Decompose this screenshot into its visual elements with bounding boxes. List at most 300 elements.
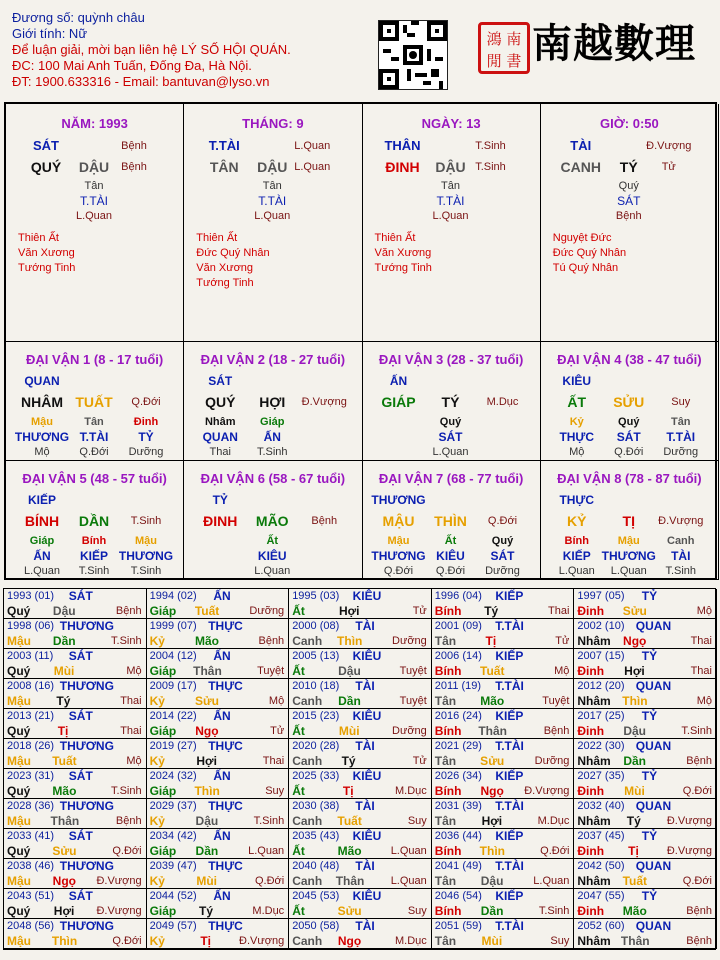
- year-branch: Tý: [341, 754, 356, 768]
- year-branch: Dần: [623, 754, 646, 768]
- pillar-cell: [6, 104, 184, 342]
- year-label: 1997 (05): [577, 590, 625, 602]
- year-branch: Thân: [50, 814, 80, 828]
- year-stem: Giáp: [149, 664, 177, 678]
- year-god: T.TÀI: [495, 799, 524, 813]
- year-branch: Sửu: [194, 694, 220, 708]
- year-label: 2042 (50): [577, 860, 625, 872]
- year-stage: Suy: [407, 815, 427, 827]
- year-cell: [289, 919, 432, 949]
- pillar-star: Đức Quý Nhân: [552, 247, 627, 259]
- pillar-stem: CANH: [560, 159, 601, 175]
- year-branch: Tị: [628, 844, 639, 858]
- year-branch: Dậu: [480, 874, 504, 888]
- year-stage: Suy: [265, 785, 285, 797]
- year-god: TÀI: [355, 919, 375, 933]
- year-cell: [147, 679, 290, 709]
- year-stage: Bệnh: [686, 905, 712, 917]
- pillar-star: Thiên Ất: [196, 232, 238, 244]
- year-stage: Đ.Vượng: [96, 905, 142, 917]
- year-label: 2044 (52): [149, 890, 197, 902]
- year-label: 2007 (15): [577, 650, 625, 662]
- pillar-stem: ĐINH: [385, 159, 420, 175]
- contact-line-3[interactable]: ĐT: 1900.633316 - Email: bantuvan@lyso.vn: [12, 74, 270, 89]
- year-stem: Tân: [434, 694, 457, 708]
- year-god: ẤN: [213, 829, 231, 843]
- year-stage: Thai: [120, 695, 142, 707]
- year-stage: M.Dục: [395, 935, 427, 947]
- year-branch: Ngọ: [480, 784, 504, 798]
- dai-van-god: SÁT: [208, 374, 233, 388]
- year-god: SÁT: [68, 889, 93, 903]
- pillar-hidden: Tân: [262, 180, 282, 192]
- year-branch: Hợi: [196, 754, 217, 768]
- year-cell: [4, 919, 147, 949]
- dai-van-stage: M.Dục: [486, 396, 519, 408]
- year-label: 2031 (39): [434, 800, 482, 812]
- year-label: 2003 (11): [7, 650, 54, 662]
- year-god: ẤN: [213, 589, 231, 603]
- pillar-star: Tướng Tinh: [374, 262, 432, 274]
- year-cell: [574, 799, 717, 829]
- year-stem: Quý: [7, 724, 31, 738]
- pillar-star: Đức Quý Nhân: [196, 247, 270, 259]
- year-branch: Tị: [485, 634, 497, 648]
- year-label: 2008 (16): [7, 680, 55, 692]
- year-stem: Giáp: [149, 844, 177, 858]
- year-label: 1994 (02): [149, 590, 197, 602]
- year-cell: [432, 709, 575, 739]
- year-god: ẤN: [213, 889, 231, 903]
- year-stage: Q.Đới: [112, 935, 142, 947]
- pillar-hidden-sub: Bệnh: [615, 210, 642, 222]
- year-stem: Kỷ: [149, 754, 165, 768]
- year-cell: [432, 739, 575, 769]
- dai-van-stage: Đ.Vượng: [301, 396, 347, 408]
- pillar-cell: [363, 104, 541, 342]
- year-stage: Q.Đới: [112, 845, 142, 857]
- year-label: 2011 (19): [434, 680, 482, 692]
- dai-van-hidden-god: THƯƠNG: [14, 430, 70, 444]
- year-stage: Tuyệt: [542, 695, 570, 707]
- year-stage: Q.Đới: [254, 875, 285, 887]
- year-stem: Nhâm: [577, 934, 611, 948]
- year-cell: [574, 679, 717, 709]
- year-stem: Kỷ: [149, 694, 165, 708]
- year-label: 2000 (08): [292, 620, 340, 632]
- year-branch: Ngọ: [337, 934, 362, 948]
- year-stem: Ất: [292, 604, 305, 618]
- dai-van-god: TỶ: [212, 493, 228, 507]
- year-branch: Thìn: [622, 694, 648, 708]
- year-label: 1998 (06): [7, 620, 55, 632]
- year-cell: [147, 769, 290, 799]
- year-stem: Tân: [434, 874, 457, 888]
- dai-van-branch: TUẤT: [75, 394, 113, 410]
- dai-van-hidden-god: T.TÀI: [666, 430, 696, 444]
- year-god: SÁT: [68, 769, 93, 783]
- year-god: QUAN: [635, 619, 672, 633]
- year-cell: [432, 649, 575, 679]
- pillar-god: TÀI: [570, 138, 592, 153]
- year-label: 2034 (42): [149, 830, 197, 842]
- dai-van-stage: Q.Đới: [487, 515, 518, 527]
- year-branch: Sửu: [480, 754, 505, 768]
- year-label: 2021 (29): [434, 740, 482, 752]
- year-god: KIẾP: [495, 589, 524, 603]
- dai-van-hidden-god: THƯƠNG: [118, 549, 174, 563]
- year-cell: [4, 589, 147, 619]
- dai-van-hidden-stage: Dưỡng: [663, 446, 699, 458]
- year-stage: Đ.Vượng: [524, 785, 570, 797]
- contact-line-1: Để luận giải, mời bạn liên hệ LÝ SỐ HỘI QUÁN.: [12, 42, 291, 57]
- dai-van-stage: T.Sinh: [130, 515, 162, 527]
- year-label: 2038 (46): [7, 860, 55, 872]
- pillar-god: SÁT: [33, 138, 59, 153]
- year-stem: Kỷ: [149, 634, 165, 648]
- year-stem: Bính: [434, 784, 462, 798]
- year-branch: Dậu: [338, 664, 361, 678]
- pillar-god: T.TÀI: [208, 138, 240, 153]
- year-god: TỶ: [641, 709, 658, 723]
- year-branch: Mùi: [624, 784, 645, 798]
- dai-van-branch: DẦN: [78, 513, 110, 529]
- year-cell: [4, 829, 147, 859]
- dai-van-hidden-stage: T.Sinh: [130, 565, 162, 577]
- year-god: SÁT: [68, 589, 93, 603]
- year-stem: Mậu: [7, 934, 31, 948]
- year-branch: Mão: [52, 784, 77, 798]
- year-god: THỰC: [208, 799, 243, 813]
- dai-van-hidden-stage: Thai: [209, 446, 231, 458]
- year-cell: [289, 709, 432, 739]
- year-stem: Ất: [292, 904, 305, 918]
- dai-van-hidden: Mậu: [135, 535, 157, 547]
- year-label: 2012 (20): [577, 680, 625, 692]
- dai-van-hidden-stage: Q.Đới: [383, 565, 414, 577]
- year-stem: Nhâm: [577, 754, 611, 768]
- year-stage: Thai: [262, 755, 285, 767]
- dai-van-hidden-god: SÁT: [490, 549, 515, 563]
- year-label: 2027 (35): [577, 770, 625, 782]
- year-stage: Đ.Vượng: [666, 815, 712, 827]
- year-stage: Thai: [547, 605, 570, 617]
- year-branch: Hợi: [53, 904, 75, 918]
- year-cell: [4, 799, 147, 829]
- year-stage: Tử: [270, 725, 285, 737]
- year-cell: [432, 679, 575, 709]
- year-label: 2024 (32): [149, 770, 197, 782]
- year-branch: Dậu: [52, 604, 76, 618]
- year-stage: Q.Đới: [682, 785, 712, 797]
- pillar-branch: DẬU: [257, 159, 288, 175]
- dai-van-hidden-stage: L.Quan: [432, 446, 469, 458]
- pillar-branch: DẬU: [78, 159, 110, 175]
- dai-van-hidden-god: THỰC: [559, 430, 595, 444]
- pillar-hidden-god: T.TÀI: [436, 194, 465, 208]
- year-label: 2028 (36): [7, 800, 55, 812]
- year-branch: Mùi: [338, 724, 360, 738]
- year-stage: Bệnh: [686, 755, 712, 767]
- pillar-star: Văn Xương: [18, 247, 75, 259]
- year-branch: Sửu: [337, 904, 362, 918]
- year-label: 2023 (31): [7, 770, 55, 782]
- year-god: KIẾP: [495, 769, 524, 783]
- year-god: KIÊU: [352, 829, 382, 843]
- year-branch: Tị: [200, 934, 211, 948]
- dai-van-stem: KỶ: [567, 513, 587, 529]
- year-cell: [289, 679, 432, 709]
- year-stem: Bính: [434, 724, 462, 738]
- year-stem: Tân: [434, 634, 457, 648]
- dai-van-hidden: Mậu: [387, 535, 410, 547]
- dai-van-hidden: Bính: [564, 535, 589, 547]
- year-branch: Dần: [52, 634, 76, 648]
- year-stage: T.Sinh: [111, 635, 142, 647]
- pillar-cell: [184, 104, 362, 342]
- pillar-head: THÁNG: 9: [242, 116, 304, 131]
- year-cell: [432, 889, 575, 919]
- year-god: QUAN: [635, 799, 672, 813]
- pillar-hidden-sub: L.Quan: [432, 210, 469, 222]
- year-stage: M.Dục: [395, 785, 427, 797]
- year-god: TÀI: [355, 799, 375, 813]
- year-god: TÀI: [355, 739, 375, 753]
- year-branch: Mão: [480, 694, 505, 708]
- contact-line-2: ĐC: 100 Mai Anh Tuấn, Đống Đa, Hà Nội.: [12, 58, 252, 73]
- year-branch: Tý: [198, 904, 214, 918]
- year-god: KIÊU: [352, 769, 382, 783]
- pillar-god-stage: T.Sinh: [475, 140, 506, 152]
- year-stage: L.Quan: [533, 875, 570, 887]
- dai-van-cell: [363, 461, 541, 580]
- year-label: 2009 (17): [149, 680, 197, 692]
- year-cell: [432, 589, 575, 619]
- year-god: ẤN: [213, 709, 231, 723]
- dai-van-hidden-stage: Mộ: [569, 446, 585, 458]
- year-label: 2032 (40): [577, 800, 625, 812]
- year-cell: [147, 619, 290, 649]
- year-branch: Dậu: [623, 724, 646, 738]
- dai-van-hidden: Canh: [667, 535, 695, 547]
- year-stage: Dưỡng: [534, 755, 570, 767]
- year-cell: [289, 649, 432, 679]
- year-cell: [289, 889, 432, 919]
- name-line: Đương số: quỳnh châu: [12, 10, 145, 25]
- year-label: 2013 (21): [7, 710, 55, 722]
- dai-van-hidden-stage: T.Sinh: [665, 565, 697, 577]
- dai-van-branch: SỬU: [613, 394, 645, 410]
- dai-van-hidden: Đinh: [133, 416, 159, 428]
- dai-van-head: ĐẠI VẬN 4 (38 - 47 tuổi): [557, 352, 702, 367]
- dai-van-stem: QUÝ: [205, 394, 236, 410]
- year-stage: Thai: [690, 665, 712, 677]
- year-cell: [574, 859, 717, 889]
- year-god: QUAN: [635, 859, 672, 873]
- pillar-hidden: Tân: [441, 180, 460, 192]
- pillar-head: NGÀY: 13: [421, 116, 481, 131]
- year-god: THƯƠNG: [59, 919, 114, 933]
- year-stem: Tân: [434, 754, 457, 768]
- year-god: TÀI: [355, 859, 375, 873]
- year-stage: Đ.Vượng: [239, 935, 285, 947]
- year-label: 2016 (24): [434, 710, 482, 722]
- year-stem: Đinh: [577, 604, 605, 618]
- year-god: KIẾP: [495, 649, 524, 663]
- year-label: 2050 (58): [292, 920, 340, 932]
- dai-van-cell: [6, 461, 184, 580]
- year-branch: Mùi: [196, 874, 217, 888]
- pillar-head: GIỜ: 0:50: [599, 116, 659, 131]
- year-branch: Tý: [484, 604, 499, 618]
- dai-van-hidden-god: SÁT: [438, 430, 463, 444]
- year-stem: Đinh: [577, 724, 605, 738]
- year-cell: [574, 889, 717, 919]
- pillar-star: Thiên Ất: [18, 232, 59, 244]
- year-label: 1993 (01): [7, 590, 55, 602]
- year-stem: Giáp: [149, 724, 177, 738]
- year-label: 2046 (54): [434, 890, 482, 902]
- year-cell: [4, 679, 147, 709]
- year-stage: Q.Đới: [682, 875, 712, 887]
- year-branch: Tuất: [480, 664, 505, 678]
- year-god: TỶ: [641, 769, 658, 783]
- dai-van-head: ĐẠI VẬN 8 (78 - 87 tuổi): [557, 471, 702, 486]
- dai-van-hidden-stage: Dưỡng: [128, 446, 164, 458]
- year-label: 2033 (41): [7, 830, 55, 842]
- year-label: 2037 (45): [577, 830, 625, 842]
- year-stage: T.Sinh: [111, 785, 142, 797]
- dai-van-hidden-god: KIẾP: [562, 549, 591, 563]
- year-stem: Nhâm: [577, 694, 611, 708]
- dai-van-hidden: Giáp: [260, 416, 285, 428]
- pillar-hidden-sub: L.Quan: [254, 210, 291, 222]
- year-stem: Nhâm: [577, 634, 611, 648]
- year-label: 2026 (34): [434, 770, 482, 782]
- year-cell: [574, 709, 717, 739]
- dai-van-hidden: Quý: [618, 416, 640, 428]
- year-branch: Hợi: [481, 814, 503, 828]
- year-stage: Mộ: [554, 665, 570, 677]
- year-branch: Mão: [194, 634, 219, 648]
- year-label: 2045 (53): [292, 890, 340, 902]
- year-stem: Canh: [292, 694, 323, 708]
- year-stem: Mậu: [7, 754, 31, 768]
- dai-van-hidden: Quý: [439, 416, 462, 428]
- dai-van-hidden-stage: Dưỡng: [485, 565, 520, 577]
- pillar-hidden-god: T.TÀI: [79, 194, 109, 208]
- year-cell: [147, 799, 290, 829]
- year-god: KIÊU: [352, 589, 382, 603]
- year-god: TÀI: [355, 679, 375, 693]
- year-stage: Mộ: [268, 695, 285, 707]
- year-cell: [289, 589, 432, 619]
- year-stage: M.Dục: [537, 815, 570, 827]
- pillar-star: Thiên Ất: [374, 232, 416, 244]
- year-cell: [432, 829, 575, 859]
- dai-van-head: ĐẠI VẬN 5 (48 - 57 tuổi): [22, 471, 167, 486]
- year-god: T.TÀI: [495, 679, 524, 693]
- year-stage: Tuyệt: [257, 665, 285, 677]
- dai-van-cell: [541, 342, 719, 461]
- year-label: 2014 (22): [149, 710, 197, 722]
- year-branch: Mão: [337, 844, 362, 858]
- year-branch: Thìn: [479, 844, 505, 858]
- dai-van-hidden-god: SÁT: [616, 430, 641, 444]
- dai-van-stage: Suy: [671, 396, 691, 408]
- year-god: TỶ: [641, 649, 658, 663]
- brand-title: 南越數理: [532, 20, 696, 67]
- dai-van-head: ĐẠI VẬN 6 (58 - 67 tuổi): [200, 471, 346, 486]
- pillar-stage: Bệnh: [121, 161, 147, 173]
- dai-van-hidden: Tân: [670, 416, 691, 428]
- year-stem: Canh: [292, 754, 323, 768]
- year-branch: Tuất: [52, 754, 77, 768]
- year-branch: Sửu: [52, 844, 77, 858]
- year-branch: Mùi: [481, 934, 503, 948]
- year-branch: Sửu: [622, 604, 647, 618]
- pillar-stage: Tử: [661, 161, 676, 173]
- dai-van-hidden-god: TÀI: [671, 549, 691, 563]
- year-branch: Thìn: [337, 634, 363, 648]
- year-god: KIÊU: [352, 889, 382, 903]
- year-stage: L.Quan: [390, 875, 427, 887]
- year-branch: Tý: [56, 694, 71, 708]
- year-god: T.TÀI: [495, 919, 524, 933]
- pillar-star: Tướng Tinh: [18, 262, 76, 274]
- dai-van-stem: GIÁP: [381, 394, 416, 410]
- year-stem: Ất: [292, 784, 305, 798]
- year-label: 2017 (25): [577, 710, 625, 722]
- year-branch: Dần: [480, 904, 504, 918]
- pillar-stage: L.Quan: [294, 161, 331, 173]
- dai-van-hidden: Mậu: [31, 416, 53, 428]
- year-stage: Bệnh: [115, 815, 142, 827]
- year-branch: Mão: [622, 904, 647, 918]
- dai-van-stem: MẬU: [382, 513, 415, 529]
- dai-van-hidden-stage: Q.Đới: [79, 446, 109, 458]
- year-stem: Bính: [434, 664, 462, 678]
- pillar-star: Văn Xương: [196, 262, 254, 274]
- dai-van-hidden-stage: Mộ: [34, 446, 50, 458]
- year-label: 2001 (09): [434, 620, 482, 632]
- year-god: THỰC: [208, 739, 243, 753]
- dai-van-god: THƯƠNG: [371, 493, 426, 507]
- year-label: 1999 (07): [149, 620, 197, 632]
- year-cell: [147, 829, 290, 859]
- year-stem: Quý: [7, 844, 31, 858]
- year-god: KIẾP: [495, 889, 524, 903]
- dai-van-head: ĐẠI VẬN 1 (8 - 17 tuổi): [26, 352, 164, 367]
- pillar-hidden-god: T.TÀI: [258, 194, 287, 208]
- year-branch: Tị: [57, 724, 69, 738]
- pillar-hidden-god: SÁT: [617, 194, 641, 208]
- year-god: TÀI: [355, 619, 375, 633]
- year-cell: [289, 619, 432, 649]
- dai-van-hidden: Mậu: [617, 535, 640, 547]
- year-stem: Đinh: [577, 904, 605, 918]
- year-stage: Mộ: [696, 695, 712, 707]
- year-cell: [574, 649, 717, 679]
- dai-van-branch: MÃO: [255, 513, 289, 529]
- year-stage: Dưỡng: [249, 605, 285, 617]
- year-stem: Nhâm: [577, 814, 611, 828]
- dai-van-god: QUAN: [24, 374, 60, 388]
- year-cell: [4, 739, 147, 769]
- dai-van-hidden-stage: L.Quan: [558, 565, 595, 577]
- year-stem: Quý: [7, 664, 31, 678]
- year-label: 2036 (44): [434, 830, 482, 842]
